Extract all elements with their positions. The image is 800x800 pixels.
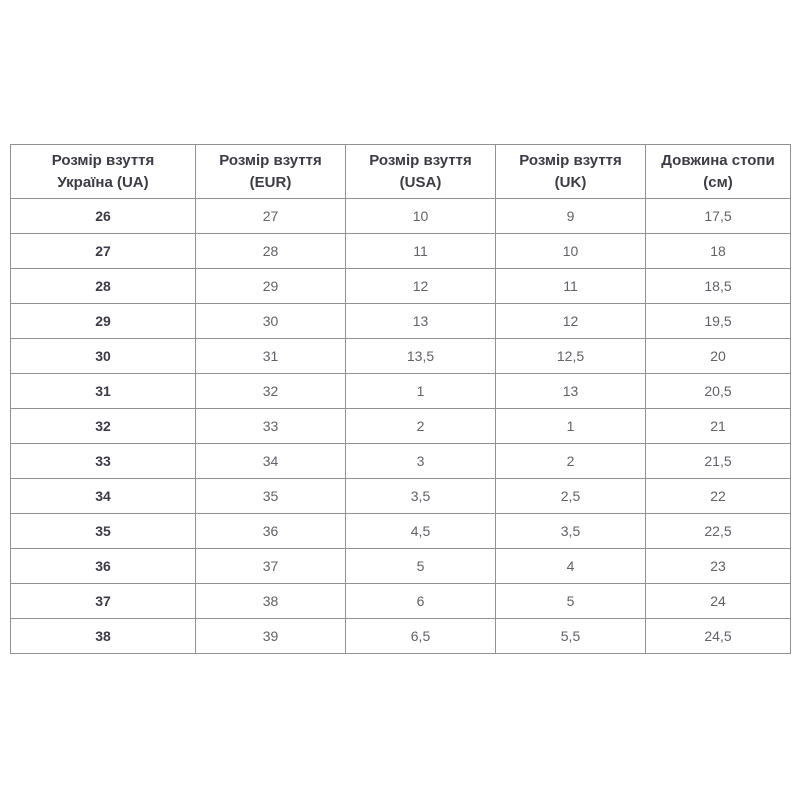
cell-uk-size: 10 bbox=[496, 234, 646, 269]
cell-uk-size: 12,5 bbox=[496, 339, 646, 374]
cell-uk-size: 3,5 bbox=[496, 514, 646, 549]
cell-ua-size: 37 bbox=[11, 584, 196, 619]
cell-foot-length: 18,5 bbox=[646, 269, 791, 304]
header-line1: Розмір взуття bbox=[519, 151, 622, 169]
header-line1: Розмір взуття bbox=[219, 151, 322, 169]
cell-uk-size: 13 bbox=[496, 374, 646, 409]
cell-foot-length: 23 bbox=[646, 549, 791, 584]
cell-foot-length: 21,5 bbox=[646, 444, 791, 479]
cell-usa-size: 4,5 bbox=[346, 514, 496, 549]
cell-foot-length: 19,5 bbox=[646, 304, 791, 339]
table-row bbox=[11, 514, 791, 549]
cell-eur-size: 31 bbox=[196, 339, 346, 374]
cell-usa-size: 11 bbox=[346, 234, 496, 269]
cell-ua-size: 36 bbox=[11, 549, 196, 584]
cell-uk-size: 9 bbox=[496, 199, 646, 234]
cell-foot-length: 18 bbox=[646, 234, 791, 269]
cell-ua-size: 29 bbox=[11, 304, 196, 339]
cell-eur-size: 30 bbox=[196, 304, 346, 339]
cell-foot-length: 20,5 bbox=[646, 374, 791, 409]
cell-foot-length: 22,5 bbox=[646, 514, 791, 549]
cell-ua-size: 26 bbox=[11, 199, 196, 234]
cell-eur-size: 27 bbox=[196, 199, 346, 234]
table-header-row bbox=[11, 145, 791, 199]
cell-usa-size: 12 bbox=[346, 269, 496, 304]
header-eur-size bbox=[196, 145, 346, 199]
cell-usa-size: 6,5 bbox=[346, 619, 496, 654]
cell-foot-length: 22 bbox=[646, 479, 791, 514]
cell-usa-size: 10 bbox=[346, 199, 496, 234]
header-foot-length bbox=[646, 145, 791, 199]
cell-usa-size: 1 bbox=[346, 374, 496, 409]
cell-usa-size: 6 bbox=[346, 584, 496, 619]
cell-foot-length: 24,5 bbox=[646, 619, 791, 654]
cell-eur-size: 29 bbox=[196, 269, 346, 304]
table-row bbox=[11, 479, 791, 514]
cell-uk-size: 12 bbox=[496, 304, 646, 339]
cell-usa-size: 5 bbox=[346, 549, 496, 584]
table-row bbox=[11, 304, 791, 339]
cell-eur-size: 38 bbox=[196, 584, 346, 619]
cell-ua-size: 28 bbox=[11, 269, 196, 304]
cell-usa-size: 2 bbox=[346, 409, 496, 444]
table-row bbox=[11, 584, 791, 619]
table-row bbox=[11, 339, 791, 374]
header-usa-size bbox=[346, 145, 496, 199]
table-row bbox=[11, 269, 791, 304]
cell-foot-length: 17,5 bbox=[646, 199, 791, 234]
cell-ua-size: 35 bbox=[11, 514, 196, 549]
table-row bbox=[11, 619, 791, 654]
header-line2: Україна (UA) bbox=[57, 173, 149, 191]
header-line2: (см) bbox=[703, 173, 733, 191]
cell-eur-size: 33 bbox=[196, 409, 346, 444]
header-line1: Розмір взуття bbox=[369, 151, 472, 169]
cell-usa-size: 13 bbox=[346, 304, 496, 339]
table-row bbox=[11, 444, 791, 479]
cell-uk-size: 5,5 bbox=[496, 619, 646, 654]
cell-uk-size: 4 bbox=[496, 549, 646, 584]
header-line2: (USA) bbox=[399, 173, 442, 191]
cell-eur-size: 35 bbox=[196, 479, 346, 514]
cell-uk-size: 2 bbox=[496, 444, 646, 479]
table-row bbox=[11, 549, 791, 584]
cell-eur-size: 39 bbox=[196, 619, 346, 654]
table-body bbox=[11, 199, 791, 654]
cell-eur-size: 37 bbox=[196, 549, 346, 584]
cell-eur-size: 36 bbox=[196, 514, 346, 549]
cell-ua-size: 33 bbox=[11, 444, 196, 479]
cell-ua-size: 38 bbox=[11, 619, 196, 654]
cell-ua-size: 34 bbox=[11, 479, 196, 514]
cell-uk-size: 5 bbox=[496, 584, 646, 619]
cell-ua-size: 27 bbox=[11, 234, 196, 269]
cell-foot-length: 20 bbox=[646, 339, 791, 374]
header-uk-size bbox=[496, 145, 646, 199]
cell-foot-length: 21 bbox=[646, 409, 791, 444]
cell-uk-size: 1 bbox=[496, 409, 646, 444]
cell-ua-size: 31 bbox=[11, 374, 196, 409]
header-line1: Розмір взуття bbox=[51, 151, 155, 169]
cell-foot-length: 24 bbox=[646, 584, 791, 619]
header-line2: (EUR) bbox=[249, 173, 292, 191]
table-row bbox=[11, 374, 791, 409]
cell-eur-size: 34 bbox=[196, 444, 346, 479]
size-conversion-table bbox=[10, 144, 791, 654]
cell-uk-size: 11 bbox=[496, 269, 646, 304]
cell-eur-size: 32 bbox=[196, 374, 346, 409]
header-line1: Довжина стопи bbox=[661, 151, 775, 169]
table-row bbox=[11, 199, 791, 234]
cell-ua-size: 32 bbox=[11, 409, 196, 444]
cell-eur-size: 28 bbox=[196, 234, 346, 269]
cell-uk-size: 2,5 bbox=[496, 479, 646, 514]
table-row bbox=[11, 234, 791, 269]
cell-usa-size: 3 bbox=[346, 444, 496, 479]
header-line2: (UK) bbox=[554, 173, 587, 191]
header-ua-size bbox=[11, 145, 196, 199]
cell-usa-size: 13,5 bbox=[346, 339, 496, 374]
cell-usa-size: 3,5 bbox=[346, 479, 496, 514]
cell-ua-size: 30 bbox=[11, 339, 196, 374]
table-row bbox=[11, 409, 791, 444]
